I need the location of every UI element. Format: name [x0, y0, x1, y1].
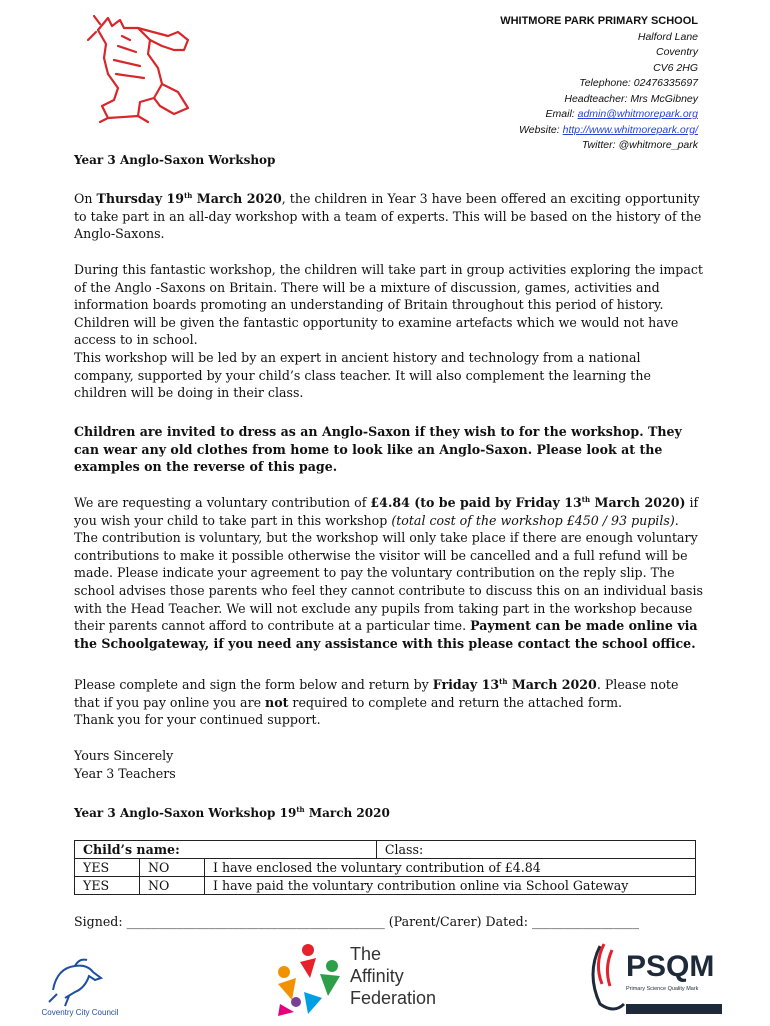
email-line [378, 107, 698, 123]
address-line-2: Coventry [655, 46, 698, 58]
class-field[interactable]: Class: [376, 841, 695, 859]
p1-date: Thursday 19th March 2020 [96, 190, 282, 206]
reply-slip-title: Year 3 Anglo-Saxon Workshop 19th March 2020 [74, 805, 390, 820]
table-row [75, 877, 696, 895]
p3-text: Children are invited to dress as an Anglo-Saxon if they wish to for the workshop. They can wear any old clothes from home to look like an Anglo-Saxon. Please look at the examples on the reverse of this page. [74, 424, 682, 475]
thank-you: Thank you for your continued support. [74, 712, 321, 728]
total-cost: (total cost of the workshop £450 / 93 pupils) [391, 512, 675, 528]
psqm-text: PSQM [626, 950, 715, 983]
table-row [75, 841, 696, 859]
table-row [75, 859, 696, 877]
website-line [378, 123, 698, 139]
paragraph-return: Please complete and sign the form below and return by Friday 13th March 2020. Please note that if you pay online you are not required to complete and return the attached form. Thank you for your continued support. [74, 676, 704, 729]
website-label: Website: [519, 123, 563, 136]
school-header [378, 14, 698, 154]
svg-text:Federation: Federation [350, 988, 437, 1008]
psqm-logo [580, 934, 730, 1022]
signature-line[interactable]: Signed: _________________________________________ (Parent/Carer) Dated: _________________ [74, 914, 640, 929]
svg-text:The: The [350, 944, 382, 964]
signoff: Year 3 Teachers [74, 765, 176, 781]
paragraph-intro [74, 190, 704, 243]
statement-enclosed: I have enclosed the voluntary contribution of £4.84 [205, 859, 696, 877]
email-label: Email: [545, 108, 578, 120]
coventry-council-text: Coventry City Council [41, 1008, 119, 1017]
email-link[interactable]: admin@whitmorepark.org [577, 108, 698, 120]
sign-off [74, 747, 704, 782]
postcode: CV6 2HG [653, 61, 698, 74]
child-name-field[interactable]: Child’s name: [75, 841, 377, 859]
school-logo-horse [78, 10, 210, 128]
no-option[interactable]: NO [140, 877, 205, 895]
school-name: WHITMORE PARK PRIMARY SCHOOL [500, 15, 698, 27]
headteacher: Headteacher: Mrs McGibney [564, 92, 698, 105]
p2b-text: This workshop will be led by an expert in ancient history and technology from a national company, supported by your child’s class teacher. It will also complement the learning the children will be doing in their class. [74, 349, 651, 401]
p2-text: During this fantastic workshop, the children will take part in group activities exploring the impact of the Anglo -Saxons on Britain. There will be a mixture of discussion, games, activities and information boards promoting an understanding of Britain throughout this period of history. Children will be given the fantastic opportunity to examine artefacts which we would not have access to in school. [74, 262, 703, 348]
affinity-federation-logo [270, 938, 490, 1018]
letter-title: Year 3 Anglo-Saxon Workshop [74, 153, 276, 167]
paragraph-workshop [74, 261, 704, 402]
svg-text:Affinity: Affinity [350, 966, 404, 986]
reply-slip-table [74, 840, 696, 895]
return-date: Friday 13th March 2020 [432, 676, 597, 692]
contribution-amount: £4.84 (to be paid by Friday 13th March 2020) [370, 494, 686, 510]
p1-text-b: , the children in Year 3 have been offered an exciting opportunity to take part in an all-day workshop with a team of experts. This will be based on the history of the Anglo-Saxons. [74, 191, 702, 242]
twitter: Twitter: @whitmore_park [581, 139, 698, 151]
website-link[interactable]: http://www.whitmorepark.org/ [562, 123, 698, 136]
statement-online: I have paid the voluntary contribution online via School Gateway [205, 877, 696, 895]
p1-text-a: On [74, 191, 97, 206]
coventry-council-logo [35, 948, 125, 1018]
paragraph-dress [74, 423, 704, 476]
affinity-people-icon [278, 944, 340, 1016]
closing: Yours Sincerely [74, 748, 174, 763]
no-option[interactable]: NO [140, 859, 205, 877]
yes-option[interactable]: YES [75, 877, 140, 895]
telephone: Telephone: 02476335697 [579, 77, 698, 89]
address-line-1: Halford Lane [637, 30, 698, 43]
yes-option[interactable]: YES [75, 859, 140, 877]
paragraph-contribution: We are requesting a voluntary contribution of £4.84 (to be paid by Friday 13th March 2020) if you wish your child to take part in this workshop (total cost of the workshop £450 / 93 pupils). The contribution is voluntary, but the workshop will only take place if there are enough voluntary contributions to make it possible otherwise the visitor will be cancelled and a full refund will be made. Please indicate your agreement to pay the voluntary contribution on the reply slip. The school advises those parents who feel they cannot contribute to discuss this on an individual basis with the Head Teacher. We will not exclude any pupils from taking part in the workshop because their parents cannot afford to contribute at a particular time. Payment can be made online via the Schoolgateway, if you need any assistance with this please contact the school office. [74, 494, 703, 651]
payment-online-note: Payment can be made online via the Schoolgateway, if you need any assistance with this please contact the school office. [74, 618, 698, 651]
psqm-swirl-icon [593, 944, 624, 1009]
psqm-subtext: Primary Science Quality Mark [626, 986, 699, 992]
